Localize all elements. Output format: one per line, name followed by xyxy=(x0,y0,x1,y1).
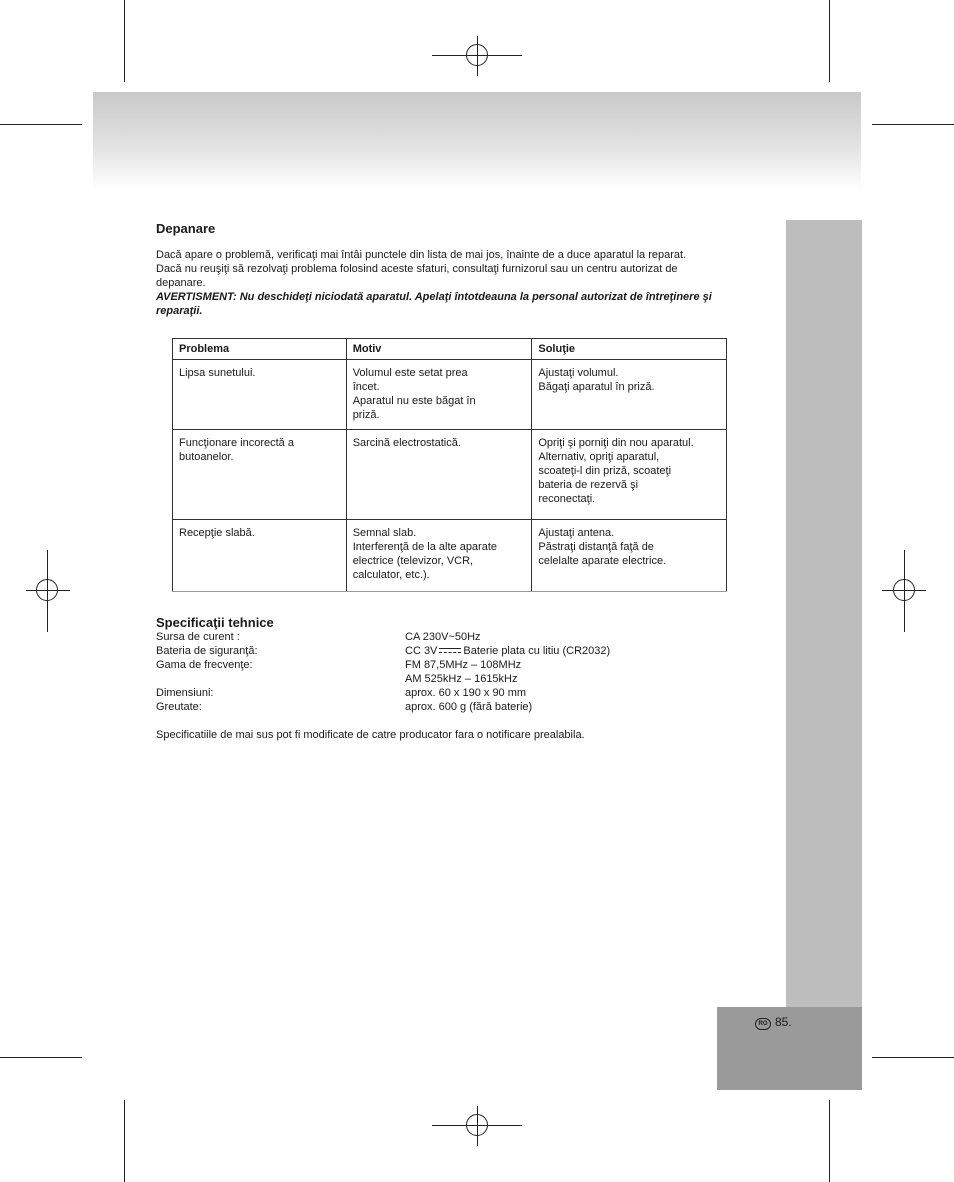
page-number: 85. xyxy=(775,1015,792,1029)
crop-mark xyxy=(0,1057,82,1058)
spec-value-prefix: CC 3V xyxy=(405,645,438,657)
spec-label: Gama de frecvenţe: xyxy=(156,659,253,671)
cell-line: bateria de rezervă şi xyxy=(538,479,639,491)
troubleshooting-intro xyxy=(156,248,756,318)
cell-line: Interferenţă de la alte aparate xyxy=(352,541,498,553)
language-badge: RO xyxy=(755,1018,771,1030)
cell-line: Opriţi şi porniţi din nou aparatul. xyxy=(538,437,694,449)
crop-mark xyxy=(0,124,82,125)
header-band xyxy=(93,92,861,190)
cell-solution xyxy=(532,520,727,592)
cell-line: calculator, etc.). xyxy=(352,569,430,581)
cell-cause xyxy=(346,360,532,430)
spec-value-suffix: Baterie plata cu litiu (CR2032) xyxy=(463,645,611,657)
cell-line: celelalte aparate electrice. xyxy=(538,555,667,567)
spec-value: aprox. 600 g (fără baterie) xyxy=(405,701,533,713)
spec-label: Bateria de siguranţă: xyxy=(156,645,258,657)
spec-value: FM 87,5MHz – 108MHz xyxy=(405,659,522,671)
crop-mark xyxy=(124,0,125,82)
cell-line: reconectaţi. xyxy=(538,493,596,505)
spec-value: CA 230V~50Hz xyxy=(405,631,481,643)
cell-cause xyxy=(346,430,532,520)
crop-mark xyxy=(872,1057,954,1058)
troubleshooting-table xyxy=(172,338,727,592)
crop-mark xyxy=(124,1100,125,1182)
spec-value: aprox. 60 x 190 x 90 mm xyxy=(405,687,527,699)
intro-line: Dacă apare o problemă, verificaţi mai întâi punctele din lista de mai jos, înainte de a duce aparatul la reparat. xyxy=(156,249,687,261)
cell-line: Lipsa sunetului. xyxy=(179,367,256,379)
cell-line: Sarcină electrostatică. xyxy=(352,437,461,449)
cell-line: scoateţi-l din priză, scoateţi xyxy=(538,465,672,477)
table-header-row xyxy=(173,339,727,360)
warning-line: AVERTISMENT: Nu deschideţi niciodată aparatul. Apelaţi întotdeauna la personal autorizat de întreţinere şi xyxy=(156,291,712,303)
table-row xyxy=(173,520,727,592)
cell-line: Alternativ, opriţi aparatul, xyxy=(538,451,660,463)
crop-mark xyxy=(872,124,954,125)
cell-line: Volumul este setat prea xyxy=(352,367,468,379)
intro-line: depanare. xyxy=(156,277,206,289)
cell-line: Aparatul nu este băgat în xyxy=(352,395,476,407)
cell-cause xyxy=(346,520,532,592)
spec-value xyxy=(405,644,610,658)
dc-symbol-icon xyxy=(439,647,461,655)
intro-line: Dacă nu reuşiţi să rezolvaţi problema folosind aceste sfaturi, consultaţi furnizorul sau un centru autorizat de xyxy=(156,263,678,275)
cell-line: priză. xyxy=(352,409,380,421)
spec-label: Sursa de curent : xyxy=(156,631,240,643)
specs-list xyxy=(156,630,716,720)
cell-problem xyxy=(173,360,347,430)
side-tab xyxy=(786,220,862,1008)
spec-label: Greutate: xyxy=(156,701,202,713)
registration-mark-top xyxy=(432,36,522,76)
spec-label: Dimensiuni: xyxy=(156,687,214,699)
specs-title: Specificaţii tehnice xyxy=(156,615,274,630)
crop-mark xyxy=(829,1100,830,1182)
cell-line: Băgaţi aparatul în priză. xyxy=(538,381,655,393)
table-row xyxy=(173,430,727,520)
cell-line: Ajustaţi volumul. xyxy=(538,367,619,379)
registration-mark-left xyxy=(26,550,70,632)
cell-line: Funcţionare incorectă a xyxy=(179,437,294,449)
cell-solution xyxy=(532,430,727,520)
header-problem: Problema xyxy=(173,339,347,360)
cell-problem xyxy=(173,430,347,520)
spec-value: AM 525kHz – 1615kHz xyxy=(405,673,518,685)
cell-line: Păstraţi distanţă faţă de xyxy=(538,541,654,553)
cell-solution xyxy=(532,360,727,430)
cell-line: Recepţie slabă. xyxy=(179,527,255,539)
cell-line: Semnal slab. xyxy=(352,527,417,539)
cell-line: Ajustaţi antena. xyxy=(538,527,615,539)
crop-mark xyxy=(829,0,830,82)
cell-line: încet. xyxy=(352,381,380,393)
warning-line: reparaţii. xyxy=(156,305,203,317)
header-solution: Soluţie xyxy=(532,339,727,360)
cell-problem xyxy=(173,520,347,592)
specs-note: Specificatiile de mai sus pot fi modificate de catre producator fara o notificare prealabila. xyxy=(156,729,585,741)
header-cause: Motiv xyxy=(346,339,532,360)
cell-line: butoanelor. xyxy=(179,451,234,463)
registration-mark-bottom xyxy=(432,1106,522,1146)
table-row xyxy=(173,360,727,430)
troubleshooting-title: Depanare xyxy=(156,221,216,236)
registration-mark-right xyxy=(882,550,926,632)
cell-line: electrice (televizor, VCR, xyxy=(352,555,474,567)
